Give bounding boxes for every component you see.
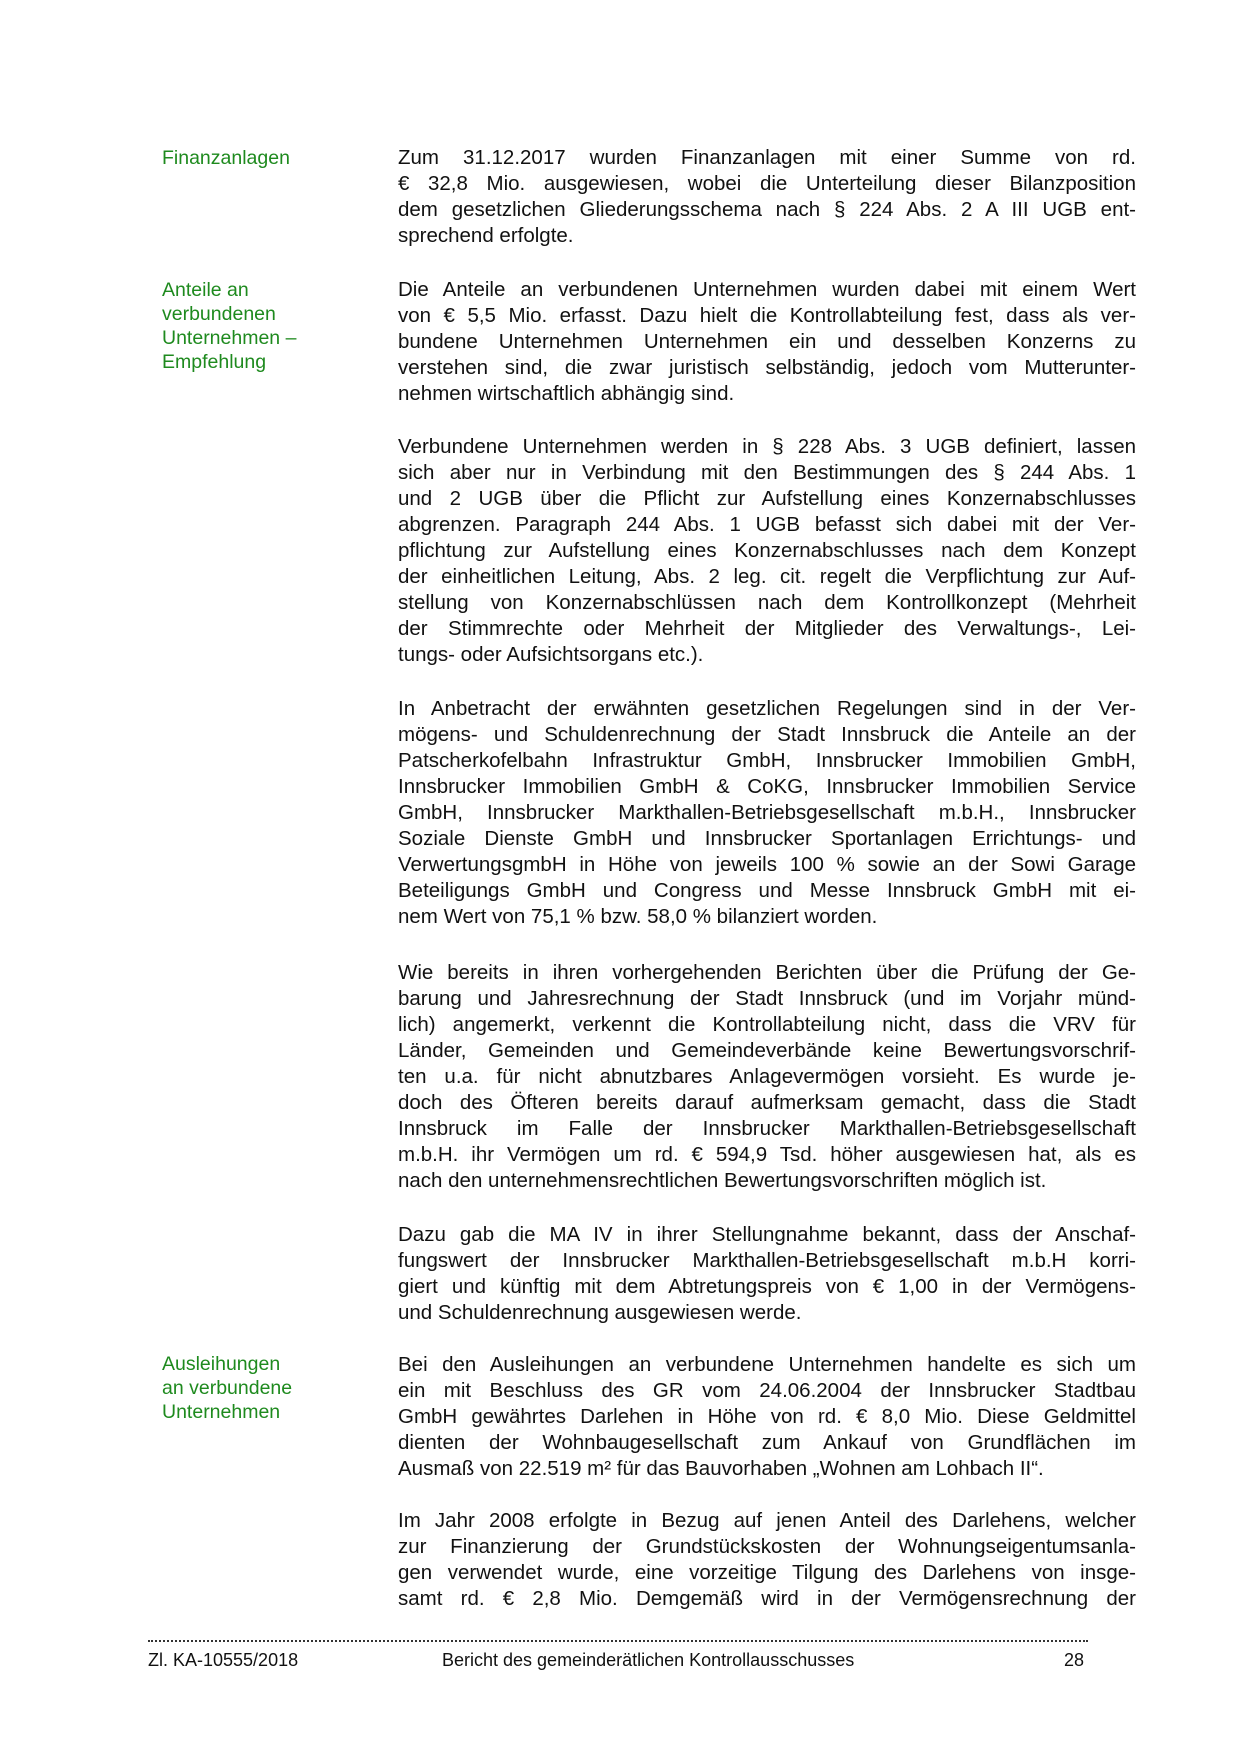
page-number: 28: [1063, 1650, 1084, 1670]
text-line: GmbH gewährtes Darlehen in Höhe von rd. € 8,0 Mio. Diese Geldmittel: [398, 1405, 1136, 1428]
text-line: und 2 UGB über die Pflicht zur Aufstellung eines Konzernabschlusses: [398, 487, 1136, 510]
margin-label-ausleihungen: [162, 1352, 372, 1424]
text-line: Zum 31.12.2017 wurden Finanzanlagen mit einer Summe von rd.: [398, 146, 1136, 169]
text-line: nehmen wirtschaftlich abhängig sind.: [398, 382, 735, 405]
text-line: GmbH, Innsbrucker Markthallen-Betriebsgesellschaft m.b.H., Innsbrucker: [398, 801, 1136, 824]
text-line: Dazu gab die MA IV in ihrer Stellungnahme bekannt, dass der Anschaf-: [398, 1223, 1136, 1246]
text-line: Innsbruck im Falle der Innsbrucker Markthallen-Betriebsgesellschaft: [398, 1117, 1136, 1140]
margin-label-finanzanlagen: [162, 146, 372, 170]
text-line: dem gesetzlichen Gliederungsschema nach § 224 Abs. 2 A III UGB ent-: [398, 198, 1136, 221]
text-line: und Schuldenrechnung ausgewiesen werde.: [398, 1301, 802, 1324]
text-line: nem Wert von 75,1 % bzw. 58,0 % bilanziert worden.: [398, 905, 878, 928]
document-reference: Zl. KA-10555/2018: [148, 1650, 299, 1670]
text-line: Im Jahr 2008 erfolgte in Bezug auf jenen Anteil des Darlehens, welcher: [398, 1509, 1136, 1532]
paragraph-verbundene-definition: [398, 434, 1136, 668]
text-line: der einheitlichen Leitung, Abs. 2 leg. cit. regelt die Verpflichtung zur Auf-: [398, 565, 1136, 588]
paragraph-finanzanlagen: [398, 145, 1136, 249]
text-line: VerwertungsgmbH in Höhe von jeweils 100 % sowie an der Sowi Garage: [398, 853, 1136, 876]
text-line: ten u.a. für nicht abnutzbares Anlagevermögen vorsieht. Es wurde je-: [398, 1065, 1136, 1088]
text-line: gen verwendet wurde, eine vorzeitige Tilgung des Darlehens von insge-: [398, 1561, 1136, 1584]
text-line: Wie bereits in ihren vorhergehenden Berichten über die Prüfung der Ge-: [398, 961, 1136, 984]
text-line: Patscherkofelbahn Infrastruktur GmbH, Innsbrucker Immobilien GmbH,: [398, 749, 1136, 772]
margin-label-line: Unternehmen –: [162, 327, 297, 349]
paragraph-anteile: [398, 277, 1136, 407]
text-line: In Anbetracht der erwähnten gesetzlichen Regelungen sind in der Ver-: [398, 697, 1136, 720]
footer-divider: [148, 1640, 1088, 1642]
paragraph-tilgung: [398, 1508, 1136, 1612]
text-line: dienten der Wohnbaugesellschaft zum Ankauf von Grundflächen im: [398, 1431, 1136, 1454]
text-line: zur Finanzierung der Grundstückskosten der Wohnungseigentumsanla-: [398, 1535, 1136, 1558]
text-line: Länder, Gemeinden und Gemeindeverbände keine Bewertungsvorschrif-: [398, 1039, 1136, 1062]
text-line: lich) angemerkt, verkennt die Kontrollabteilung nicht, dass die VRV für: [398, 1013, 1136, 1036]
margin-label-line: Empfehlung: [162, 351, 267, 373]
text-line: samt rd. € 2,8 Mio. Demgemäß wird in der Vermögensrechnung der: [398, 1587, 1136, 1610]
text-line: Verbundene Unternehmen werden in § 228 Abs. 3 UGB definiert, lassen: [398, 435, 1136, 458]
text-line: € 32,8 Mio. ausgewiesen, wobei die Unterteilung dieser Bilanzposition: [398, 172, 1136, 195]
text-line: mögens- und Schuldenrechnung der Stadt Innsbruck die Anteile an der: [398, 723, 1136, 746]
text-line: doch des Öfteren bereits darauf aufmerksam gemacht, dass die Stadt: [398, 1091, 1136, 1114]
paragraph-berichte: [398, 960, 1136, 1194]
text-line: fungswert der Innsbrucker Markthallen-Betriebsgesellschaft m.b.H korri-: [398, 1249, 1136, 1272]
margin-label-line: Finanzanlagen: [162, 147, 290, 169]
paragraph-ausleihungen: [398, 1352, 1136, 1482]
text-line: Bei den Ausleihungen an verbundene Unternehmen handelte es sich um: [398, 1353, 1136, 1376]
text-line: m.b.H. ihr Vermögen um rd. € 594,9 Tsd. höher ausgewiesen hat, als es: [398, 1143, 1136, 1166]
text-line: giert und künftig mit dem Abtretungspreis von € 1,00 in der Vermögens-: [398, 1275, 1136, 1298]
text-line: sprechend erfolgte.: [398, 224, 574, 247]
text-line: verstehen sind, die zwar juristisch selbständig, jedoch vom Mutterunter-: [398, 356, 1136, 379]
text-line: stellung von Konzernabschlüssen nach dem Kontrollkonzept (Mehrheit: [398, 591, 1136, 614]
text-line: nach den unternehmensrechtlichen Bewertungsvorschriften möglich ist.: [398, 1169, 1047, 1192]
text-line: der Stimmrechte oder Mehrheit der Mitglieder des Verwaltungs-, Lei-: [398, 617, 1136, 640]
text-line: Ausmaß von 22.519 m² für das Bauvorhaben „Wohnen am Lohbach II“.: [398, 1457, 1044, 1480]
text-line: ein mit Beschluss des GR vom 24.06.2004 der Innsbrucker Stadtbau: [398, 1379, 1136, 1402]
text-line: Innsbrucker Immobilien GmbH & CoKG, Innsbrucker Immobilien Service: [398, 775, 1136, 798]
paragraph-anbetracht: [398, 696, 1136, 930]
margin-label-line: Anteile an: [162, 279, 249, 301]
text-line: abgrenzen. Paragraph 244 Abs. 1 UGB befasst sich dabei mit der Ver-: [398, 513, 1136, 536]
text-line: pflichtung zur Aufstellung eines Konzernabschlusses nach dem Konzept: [398, 539, 1136, 562]
text-line: Beteiligungs GmbH und Congress und Messe Innsbruck GmbH mit ei-: [398, 879, 1136, 902]
page-footer: [148, 1650, 1088, 1676]
text-line: Die Anteile an verbundenen Unternehmen wurden dabei mit einem Wert: [398, 278, 1136, 301]
text-line: von € 5,5 Mio. erfasst. Dazu hielt die Kontrollabteilung fest, dass als ver-: [398, 304, 1136, 327]
margin-label-line: an verbundene: [162, 1377, 293, 1399]
margin-label-line: Unternehmen: [162, 1401, 281, 1423]
text-line: tungs- oder Aufsichtsorgans etc.).: [398, 643, 704, 666]
paragraph-stellungnahme: [398, 1222, 1136, 1326]
margin-label-anteile: [162, 278, 372, 374]
margin-label-line: Ausleihungen: [162, 1353, 281, 1375]
text-line: barung und Jahresrechnung der Stadt Innsbruck (und im Vorjahr münd-: [398, 987, 1136, 1010]
text-line: bundene Unternehmen Unternehmen ein und desselben Konzerns zu: [398, 330, 1136, 353]
report-title: Bericht des gemeinderätlichen Kontrollausschusses: [442, 1650, 855, 1670]
margin-label-line: verbundenen: [162, 303, 276, 325]
text-line: sich aber nur in Verbindung mit den Bestimmungen des § 244 Abs. 1: [398, 461, 1136, 484]
text-line: Soziale Dienste GmbH und Innsbrucker Sportanlagen Errichtungs- und: [398, 827, 1136, 850]
